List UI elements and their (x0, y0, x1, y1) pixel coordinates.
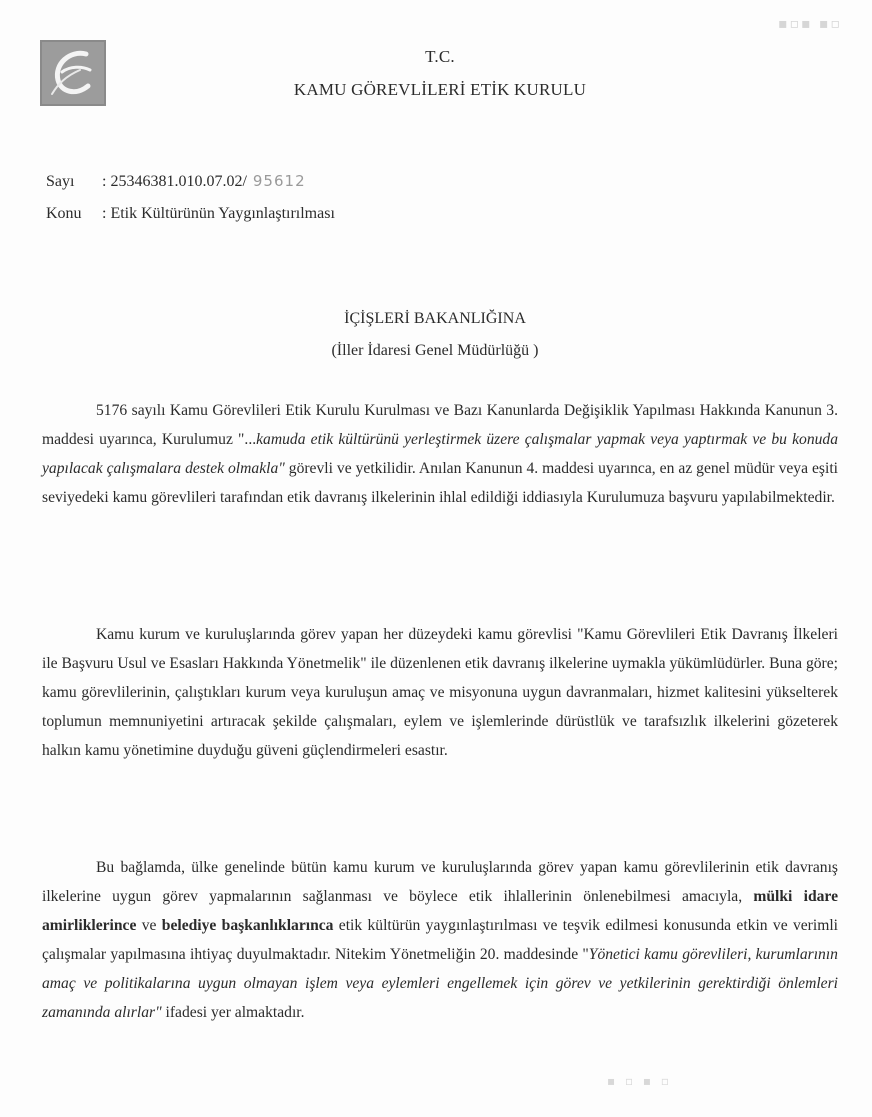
p3-text-4: ifadesi yer almaktadır. (161, 1004, 305, 1021)
p3-bold-belediye: belediye başkanlıklarınca (161, 917, 334, 934)
header-republic: T.C. (425, 47, 455, 66)
faint-stamp-mark-top: ▪▫▪ ▪▫ (778, 16, 842, 32)
p3-bold-mulki-idare: mülki idare amirliklerince (42, 888, 838, 934)
body-paragraph-1 (42, 396, 838, 512)
sayi-value: : 25346381.010.07.02/ (102, 173, 247, 190)
p3-italic-quote: Yönetici kamu görevlileri, kurumlarının amaç ve politikalarına uygun olmayan işlem veya eylemleri engellemek için görev ve yetkilerinin gerektirdiği önlemleri zamanında alırlar" (42, 946, 838, 1021)
p3-text-2: ve (136, 917, 162, 934)
sayi-label: Sayı (46, 173, 75, 190)
faint-stamp-mark-bottom: ▪ ▫ ▪ ▫ (607, 1074, 672, 1088)
p1-italic-quote: kamuda etik kültürünü yerleştirmek üzere çalışmalar yapmak veya yaptırmak ve bu konuda yapılacak çalışmalara destek olmakla" (42, 431, 839, 477)
p3-text-3: etik kültürün yaygınlaştırılması ve teşvik edilmesi konusunda etkin ve verimli çalışmalar yapılmasına ihtiyaç duyulmaktadır. Nitekim Yönetmeliğin 20. maddesinde " (42, 917, 838, 963)
addressee-directorate: (İller İdaresi Genel Müdürlüğü ) (331, 342, 539, 359)
konu-label: Konu (46, 205, 82, 222)
body-paragraph-3 (42, 853, 838, 1027)
p2-text: Kamu kurum ve kuruluşlarında görev yapan her düzeydeki kamu görevlisi "Kamu Görevlileri Etik Davranış İlkeleri ile Başvuru Usul ve Esasları Hakkında Yönetmelik" ile düzenlenen etik davranış ilkelerine uymakla yükümlüdürler. Buna göre; kamu görevlilerinin, çalıştıkları kurum veya kuruluşun amaç ve misyonuna uygun davranmaları, hizmet kalitesini yükselterek toplumun memnuniyetini artıracak şekilde çalışmaları, eylem ve işlemlerinde dürüstlük ve tarafsızlık ilkelerini gözeterek halkın kamu yönetimine duyduğu güveni güçlendirmeleri esastır. (42, 626, 838, 759)
addressee-ministry: İÇİŞLERİ BAKANLIĞINA (344, 310, 526, 327)
p3-text-1: Bu bağlamda, ülke genelinde bütün kamu kurum ve kuruluşlarında görev yapan kamu görevlilerinin etik davranış ilkelerine uygun görev yapmalarının sağlanması ve böylece etik ihlallerinin önlenebilmesi amacıyla, (42, 859, 838, 905)
p1-text-2: görevli ve yetkilidir. Anılan Kanunun 4. maddesi uyarınca, en az genel müdür veya eşiti seviyedeki kamu görevlileri tarafından etik davranış ilkelerinin ihlal edildiği iddiasıyla Kurulumuza başvuru yapılabilmektedir. (42, 460, 838, 506)
sayi-handwritten-number: 95612 (252, 172, 306, 190)
konu-value: : Etik Kültürünün Yaygınlaştırılması (102, 205, 335, 222)
reference-number-line (46, 172, 306, 191)
header-organization: KAMU GÖREVLİLERİ ETİK KURULU (293, 80, 587, 99)
body-paragraph-2 (42, 620, 838, 765)
subject-line (46, 205, 335, 223)
ethics-board-logo-icon (40, 40, 106, 106)
p1-text-1: 5176 sayılı Kamu Görevlileri Etik Kurulu Kurulması ve Bazı Kanunlarda Değişiklik Yapılması Hakkında Kanunun 3. maddesi uyarınca, Kurulumuz "... (42, 402, 838, 448)
